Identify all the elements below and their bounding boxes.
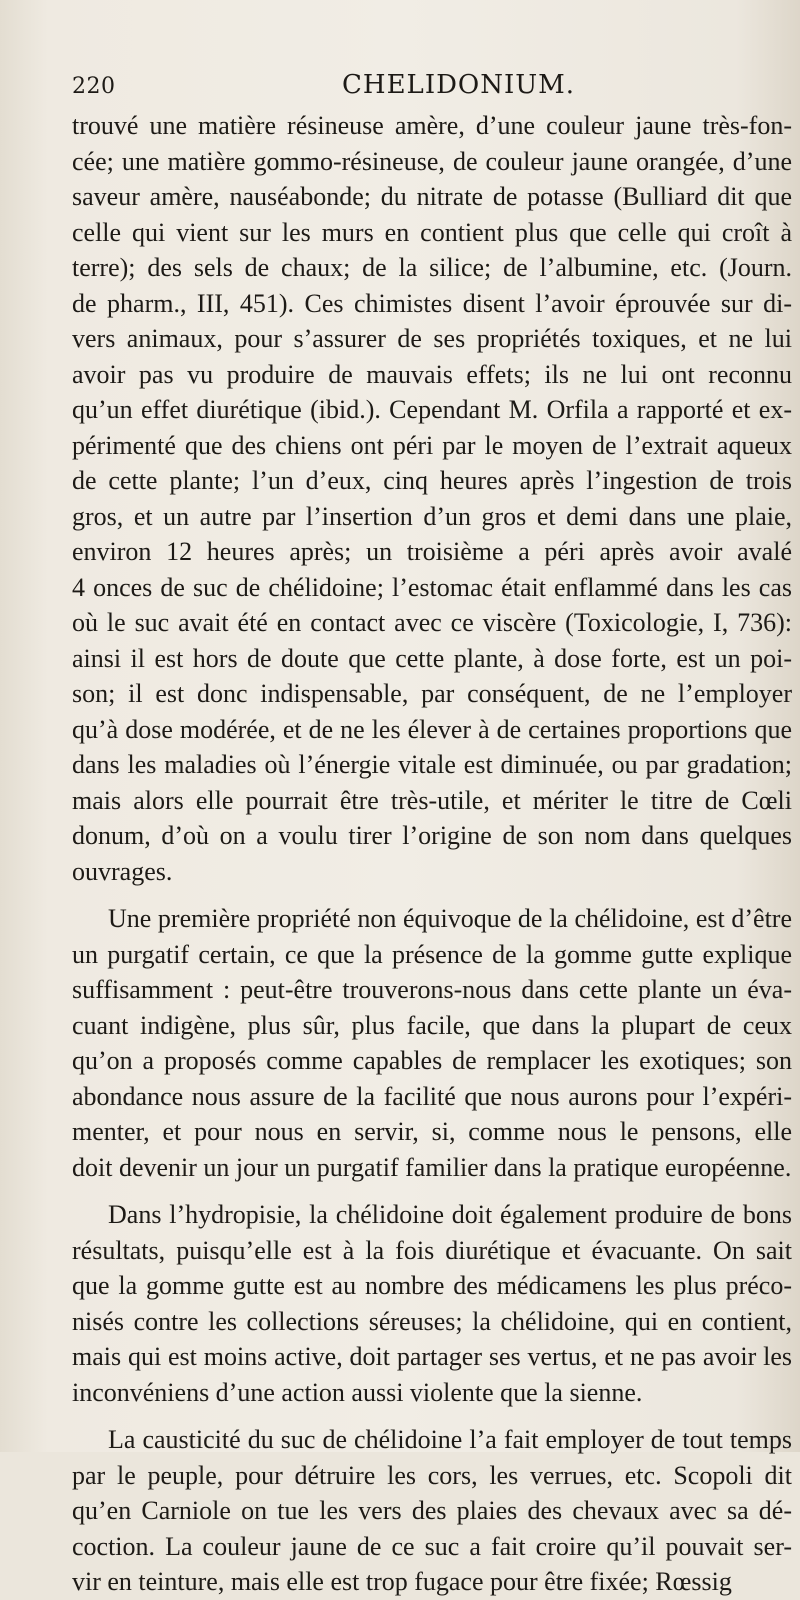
- text-line: résultats, puisqu’elle est à la fois diurétique et évacuante. On sait: [72, 1235, 792, 1265]
- text-line: mais alors elle pourrait être très-utile, et mériter le titre de Cœli: [72, 785, 792, 815]
- text-line: ainsi il est hors de doute que cette plante, à dose forte, est un poi-: [72, 643, 792, 673]
- text-line: cuant indigène, plus sûr, plus facile, que dans la plupart de ceux: [72, 1010, 792, 1040]
- text-line: périmenté que des chiens ont péri par le moyen de l’extrait aqueux: [72, 430, 792, 460]
- text-line: qu’on a proposés comme capables de remplacer les exotiques; son: [72, 1046, 792, 1075]
- text-line: inconvéniens d’une action aussi violente que la sienne.: [72, 1377, 643, 1407]
- text-line: saveur amère, nauséabonde; du nitrate de potasse (Bulliard dit que: [72, 182, 792, 211]
- text-line: environ 12 heures après; un troisième a péri après avoir avalé: [72, 537, 792, 566]
- text-line: qu’à dose modérée, et de ne les élever à de certaines proportions que: [72, 714, 792, 744]
- running-title: CHELIDONIUM.: [342, 70, 576, 100]
- text-line: où le suc avait été en contact avec ce viscère (Toxicologie, I, 736):: [72, 608, 792, 637]
- page-number: 220: [72, 74, 116, 99]
- text-line: La causticité du suc de chélidoine l’a fait employer de tout temps: [108, 1425, 792, 1454]
- text-line: abondance nous assure de la facilité que nous aurons pour l’expéri-: [72, 1081, 792, 1111]
- text-line: menter, et pour nous en servir, si, comme nous le pensons, elle: [72, 1117, 792, 1146]
- text-line: gros, et un autre par l’insertion d’un gros et demi dans une plaie,: [72, 501, 792, 531]
- text-line: ouvrages.: [72, 856, 173, 886]
- page-header: [72, 66, 740, 106]
- text-line: coction. La couleur jaune de ce suc a fait croire qu’il pouvait ser-: [72, 1531, 792, 1561]
- text-line: cée; une matière gommo-résineuse, de couleur jaune orangée, d’une: [72, 146, 792, 176]
- text-line: un purgatif certain, ce que la présence de la gomme gutte explique: [72, 939, 792, 969]
- text-line: doit devenir un jour un purgatif familier dans la pratique européenne.: [72, 1152, 792, 1182]
- body-text: [72, 108, 792, 1600]
- text-line: trouvé une matière résineuse amère, d’une couleur jaune très-fon-: [72, 111, 792, 140]
- text-line: donum, d’où on a voulu tirer l’origine de son nom dans quelques: [72, 821, 792, 850]
- paragraph: [72, 901, 792, 1185]
- text-line: avoir pas vu produire de mauvais effets; ils ne lui ont reconnu: [72, 359, 792, 389]
- text-line: qu’en Carniole on tue les vers des plaies des chevaux avec sa dé-: [72, 1496, 792, 1525]
- text-line: mais qui est moins active, doit partager ses vertus, et ne pas avoir les: [72, 1342, 792, 1371]
- text-line: dans les maladies où l’énergie vitale est diminuée, ou par gradation;: [72, 750, 792, 779]
- text-line: que la gomme gutte est au nombre des médicamens les plus préco-: [72, 1271, 792, 1300]
- text-line: Dans l’hydropisie, la chélidoine doit également produire de bons: [108, 1200, 792, 1229]
- text-line: qu’un effet diurétique (ibid.). Cependant M. Orfila a rapporté et ex-: [72, 395, 792, 424]
- paragraph: [72, 108, 792, 889]
- text-line: par le peuple, pour détruire les cors, les verrues, etc. Scopoli dit: [72, 1460, 792, 1490]
- text-line: vir en teinture, mais elle est trop fugace pour être fixée; Rœssig: [72, 1567, 732, 1596]
- text-line: Une première propriété non équivoque de la chélidoine, est d’être: [108, 904, 792, 933]
- text-line: suffisamment : peut-être trouverons-nous dans cette plante un éva-: [72, 975, 792, 1004]
- paragraph: [72, 1422, 792, 1600]
- text-line: de cette plante; l’un d’eux, cinq heures après l’ingestion de trois: [72, 466, 792, 495]
- text-line: 4 onces de suc de chélidoine; l’estomac était enflammé dans les cas: [72, 572, 792, 602]
- text-line: celle qui vient sur les murs en contient plus que celle qui croît à: [72, 217, 792, 247]
- text-line: vers animaux, pour s’assurer de ses propriétés toxiques, et ne lui: [72, 324, 792, 353]
- text-line: son; il est donc indispensable, par conséquent, de ne l’employer: [72, 679, 792, 708]
- paragraph: [72, 1197, 792, 1410]
- text-line: de pharm., III, 451). Ces chimistes disent l’avoir éprouvée sur di-: [72, 288, 792, 318]
- text-line: terre); des sels de chaux; de la silice; de l’albumine, etc. (Journ.: [72, 253, 792, 282]
- text-line: nisés contre les collections séreuses; la chélidoine, qui en contient,: [72, 1306, 792, 1336]
